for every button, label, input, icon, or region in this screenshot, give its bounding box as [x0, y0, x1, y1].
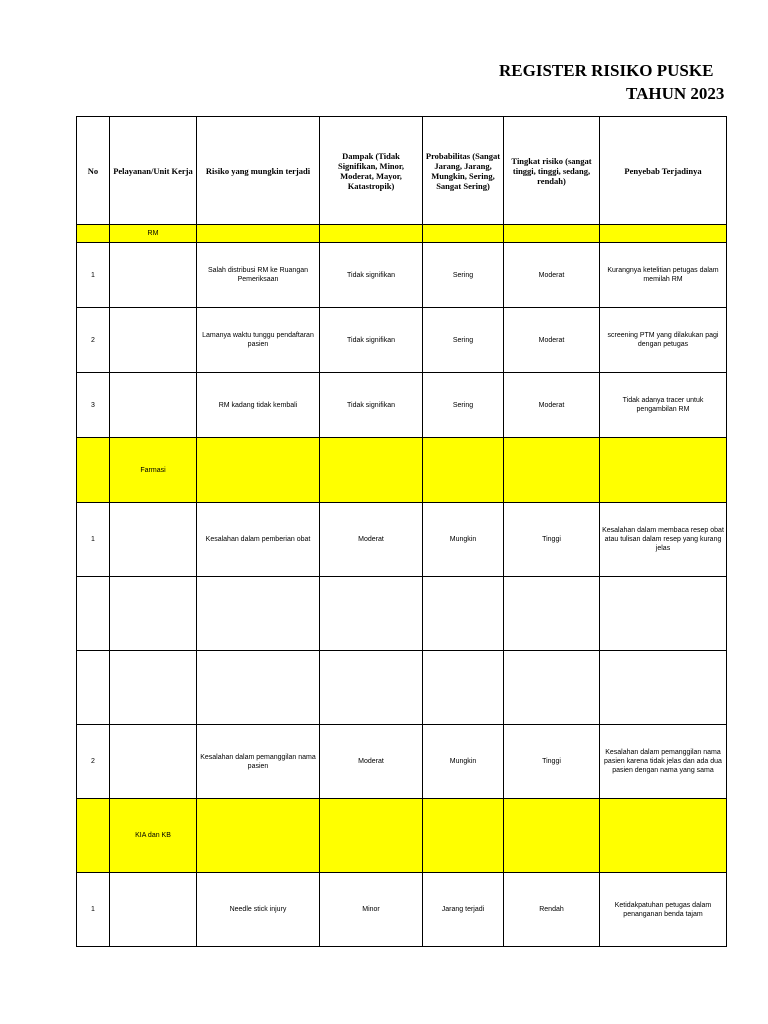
header-no: No: [77, 117, 110, 225]
risk-register-table: [76, 116, 727, 947]
header-row: [77, 117, 727, 225]
row-impact: Tidak signifikan: [320, 243, 423, 308]
table-row: [77, 373, 727, 438]
section-label: KIA dan KB: [110, 799, 197, 873]
section-label: Farmasi: [110, 438, 197, 503]
row-level: Rendah: [504, 873, 600, 947]
row-risk: Kesalahan dalam pemanggilan nama pasien: [197, 725, 320, 799]
header-probability: Probabilitas (Sangat Jarang, Jarang, Mungkin, Sering, Sangat Sering): [423, 117, 504, 225]
row-impact: Minor: [320, 873, 423, 947]
header-risk: Risiko yang mungkin terjadi: [197, 117, 320, 225]
row-level: Moderat: [504, 373, 600, 438]
header-cause: Penyebab Terjadinya: [600, 117, 727, 225]
row-cause: Kurangnya ketelitian petugas dalam memilah RM: [600, 243, 727, 308]
row-probability: Sering: [423, 308, 504, 373]
row-probability: Sering: [423, 373, 504, 438]
row-no: 3: [77, 373, 110, 438]
table-row: [77, 503, 727, 577]
row-risk: Needle stick injury: [197, 873, 320, 947]
table-row-empty: [77, 651, 727, 725]
row-level: Moderat: [504, 243, 600, 308]
table-row: [77, 725, 727, 799]
row-impact: Moderat: [320, 503, 423, 577]
row-no: 2: [77, 725, 110, 799]
row-cause: Ketidakpatuhan petugas dalam penanganan benda tajam: [600, 873, 727, 947]
row-no: 2: [77, 308, 110, 373]
row-no: 1: [77, 503, 110, 577]
section-row-rm: [77, 225, 727, 243]
row-risk: Salah distribusi RM ke Ruangan Pemeriksaan: [197, 243, 320, 308]
row-level: Moderat: [504, 308, 600, 373]
row-cause: Tidak adanya tracer untuk pengambilan RM: [600, 373, 727, 438]
row-risk: RM kadang tidak kembali: [197, 373, 320, 438]
row-impact: Tidak signifikan: [320, 373, 423, 438]
table-row: [77, 308, 727, 373]
register-title: REGISTER RISIKO PUSKE: [499, 61, 714, 80]
header-unit: Pelayanan/Unit Kerja: [110, 117, 197, 225]
row-probability: Mungkin: [423, 503, 504, 577]
row-no: 1: [77, 873, 110, 947]
row-level: Tinggi: [504, 725, 600, 799]
row-probability: Jarang terjadi: [423, 873, 504, 947]
table-row: [77, 873, 727, 947]
row-impact: Tidak signifikan: [320, 308, 423, 373]
row-cause: Kesalahan dalam membaca resep obat atau tulisan dalam resep yang kurang jelas: [600, 503, 727, 577]
row-no: 1: [77, 243, 110, 308]
row-risk: Kesalahan dalam pemberian obat: [197, 503, 320, 577]
section-row-kia-kb: [77, 799, 727, 873]
section-label: RM: [110, 225, 197, 243]
header-level: Tingkat risiko (sangat tinggi, tinggi, sedang, rendah): [504, 117, 600, 225]
row-level: Tinggi: [504, 503, 600, 577]
section-row-farmasi: [77, 438, 727, 503]
row-risk: Lamanya waktu tunggu pendaftaran pasien: [197, 308, 320, 373]
table-row: [77, 243, 727, 308]
row-cause: Kesalahan dalam pemanggilan nama pasien karena tidak jelas dan ada dua pasien dengan nama yang sama: [600, 725, 727, 799]
table-row-empty: [77, 577, 727, 651]
row-cause: screening PTM yang dilakukan pagi dengan petugas: [600, 308, 727, 373]
row-probability: Sering: [423, 243, 504, 308]
header-impact: Dampak (Tidak Signifikan, Minor, Moderat, Mayor, Katastropik): [320, 117, 423, 225]
row-probability: Mungkin: [423, 725, 504, 799]
register-year: TAHUN 2023: [626, 84, 725, 103]
row-impact: Moderat: [320, 725, 423, 799]
